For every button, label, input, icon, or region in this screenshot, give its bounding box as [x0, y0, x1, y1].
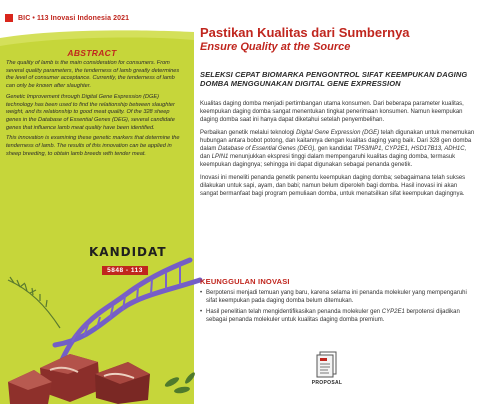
body-text-emphasis: Digital Gene Expression (DGE)	[296, 130, 380, 136]
rosemary-sprig-icon	[8, 277, 60, 328]
page-subtitle: Ensure Quality at the Source	[200, 41, 351, 53]
list-item	[200, 308, 476, 324]
header-tag-text: BIC • 113 Inovasi Indonesia 2021	[18, 14, 130, 22]
body-text-span: menunjukkan ekspresi tinggi dalam mempengaruhi kualitas daging domba, termasuk keempukan dagingnya; sehingga ini dapat digunakan sebagai penanda genetik.	[200, 154, 456, 168]
body-text-span: gen kandidat	[316, 146, 354, 152]
kandidat-code: 5848 - 113	[102, 266, 148, 275]
page-title: Pastikan Kualitas dari Sumbernya	[200, 25, 410, 40]
list-item: • Berpotensi menjadi temuan yang baru, karena selama ini penanda molekuler yang mempengaruhi sifat keempukan pada daging domba belum ditemukan.	[200, 289, 476, 305]
proposal-label: PROPOSAL	[311, 380, 343, 386]
abstract-paragraph: The quality of lamb is the main consideration for consumers. From several quality parameters, the tenderness of lamb greatly determines the level of consumer acceptance. Currently, the tenderness of lamb can only be known after slaughter.	[6, 60, 180, 90]
body-text-span: telah digunakan untuk menemukan hubungan antara bobot potong, dan kaitannya dengan kualitas daging yang baik. Dari 328 gen domba dalam	[200, 130, 475, 152]
body-text-emphasis: TP53INP1, CYP2E1, HSD17B13, ADH1C,	[353, 146, 467, 152]
body-text-emphasis: Database of Essential Genes (DEG),	[218, 146, 317, 152]
abstract-paragraph: This innovation is examining these genetic markers that determine the tenderness of lamb. The results of this innovation can be applied in sheep breeding, to obtain lamb breeds with tender meat.	[6, 135, 180, 157]
herb-leaves-icon	[164, 371, 197, 394]
kandidat-badge	[89, 245, 167, 277]
page-header-tag	[0, 12, 190, 24]
body-paragraph: Kualitas daging domba menjadi pertimbangan utama konsumen. Dari beberapa parameter kualitas, keempukan daging domba sangat menentukan tingkat penerimaan konsumen. Namun keempukan daging domba saat ini hanya dapat diketahui setelah penyembelihan.	[200, 101, 464, 123]
highlights-heading: KEUNGGULAN INOVASI	[200, 277, 290, 286]
body-paragraph: Inovasi ini meneliti penanda genetik penentu keempukan daging domba; sebagaimana telah sukses dilakukan untuk sapi, ayam, dan babi; namun belum diperoleh bagi domba. Hasil inovasi ini akan sangat bermanfaat bagi program pemuliaan domba, untuk menatsilkan sifat keempukan dagingnya.	[200, 175, 466, 197]
list-item-span: Hasil penelitian telah mengidentifikasikan penanda molekuler gen	[206, 309, 382, 315]
body-text-span: Perbaikan genetik melalui teknologi	[200, 130, 297, 136]
section-heading: SELEKSI CEPAT BIOMARKA PENGONTROL SIFAT KEEMPUKAN DAGING DOMBA MENGGUNAKAN DIGITAL GENE EXPRESSION	[200, 70, 468, 88]
body-text-emphasis: LPIN1	[211, 154, 229, 160]
list-item-span: berpotensi dijadikan sebagai penanda molekuler untuk kualitas daging domba premium.	[206, 309, 460, 323]
abstract-title: ABSTRACT	[67, 48, 117, 58]
body-text-span: dan	[200, 154, 212, 160]
abstract-body	[6, 60, 182, 161]
header-square-icon	[5, 14, 13, 22]
body-text	[200, 100, 476, 203]
list-item-emphasis: CYP2E1	[381, 309, 405, 315]
abstract-paragraph: Genetic Improvement through Digital Gene Expression (DGE) technology has been used to find the relationship between slaughter weight, and its relationship to good meat quality. Of the 328 sheep genes in the Database of Essential Genes (DEG), several candidate genes that influence lamb meat quality have been identified.	[6, 93, 175, 131]
highlights-list	[200, 289, 476, 327]
document-icon	[314, 350, 340, 378]
kandidat-label: KANDIDAT	[89, 245, 167, 259]
body-paragraph	[200, 129, 476, 169]
meat-chunks-icon	[8, 354, 150, 404]
